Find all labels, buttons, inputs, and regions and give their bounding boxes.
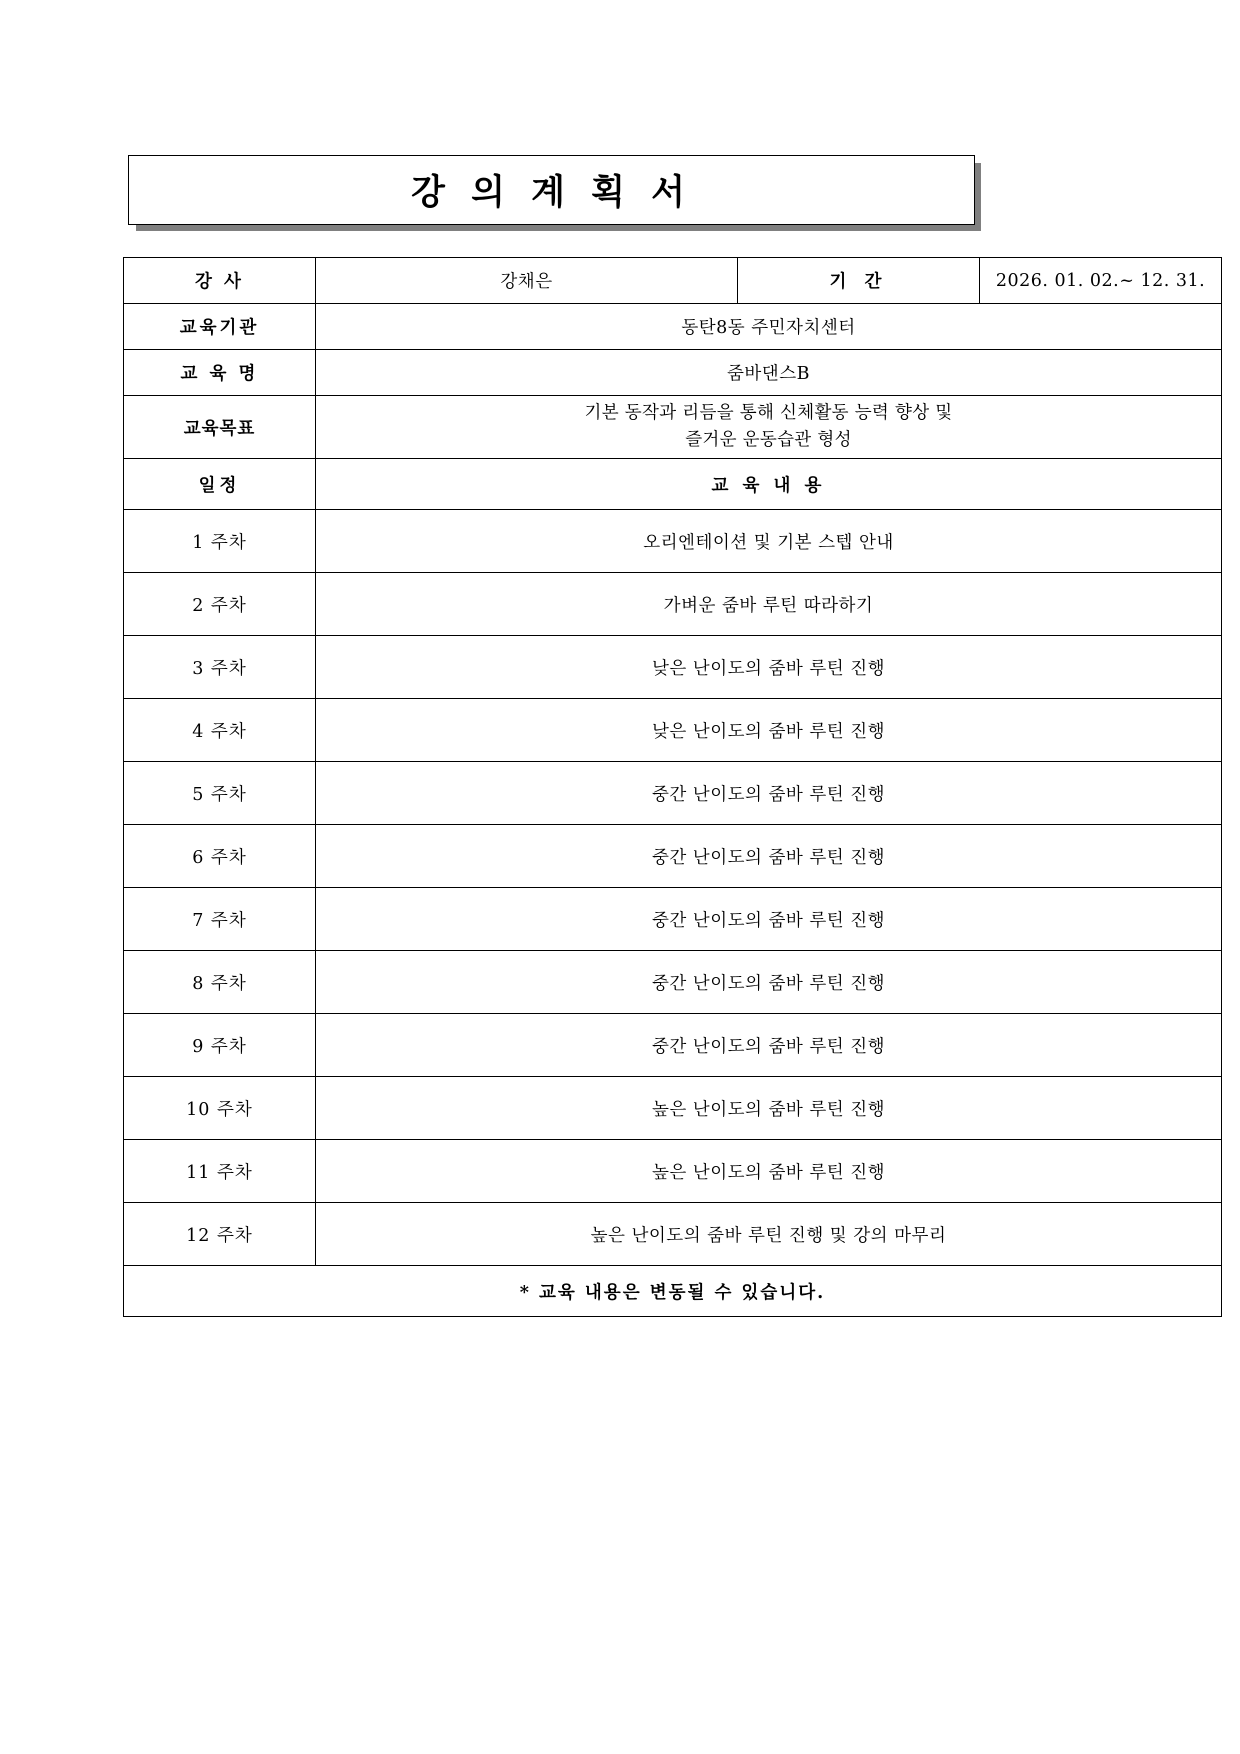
table-row	[124, 1203, 1222, 1266]
header-content: 교 육 내 용	[316, 459, 1222, 510]
document-title-block	[128, 155, 973, 223]
table-row	[124, 825, 1222, 888]
week-content: 높은 난이도의 줌바 루틴 진행 및 강의 마무리	[316, 1203, 1222, 1266]
table-row-instructor	[124, 258, 1222, 304]
week-label: 4 주차	[124, 699, 316, 762]
page-title: 강 의 계 획 서	[411, 172, 692, 213]
table-body	[124, 258, 1222, 1317]
course-value: 줌바댄스B	[316, 350, 1222, 396]
week-label: 1 주차	[124, 510, 316, 573]
header-schedule: 일정	[124, 459, 316, 510]
week-label: 10 주차	[124, 1077, 316, 1140]
period-label: 기 간	[738, 258, 980, 304]
week-content: 낮은 난이도의 줌바 루틴 진행	[316, 636, 1222, 699]
week-content: 높은 난이도의 줌바 루틴 진행	[316, 1077, 1222, 1140]
table-header-row	[124, 459, 1222, 510]
organization-value: 동탄8동 주민자치센터	[316, 304, 1222, 350]
goal-label: 교육목표	[124, 396, 316, 459]
period-value: 2026. 01. 02.~ 12. 31.	[980, 258, 1222, 304]
week-label: 3 주차	[124, 636, 316, 699]
week-content: 높은 난이도의 줌바 루틴 진행	[316, 1140, 1222, 1203]
week-content: 중간 난이도의 줌바 루틴 진행	[316, 888, 1222, 951]
week-content: 가벼운 줌바 루틴 따라하기	[316, 573, 1222, 636]
table-row-organization	[124, 304, 1222, 350]
week-content: 낮은 난이도의 줌바 루틴 진행	[316, 699, 1222, 762]
table-row	[124, 1014, 1222, 1077]
week-content: 중간 난이도의 줌바 루틴 진행	[316, 762, 1222, 825]
week-label: 2 주차	[124, 573, 316, 636]
table-row	[124, 573, 1222, 636]
table-row	[124, 762, 1222, 825]
week-label: 9 주차	[124, 1014, 316, 1077]
organization-label: 교육기관	[124, 304, 316, 350]
week-content: 중간 난이도의 줌바 루틴 진행	[316, 951, 1222, 1014]
table-row	[124, 951, 1222, 1014]
goal-line-2: 즐거운 운동습관 형성	[685, 430, 852, 450]
table-row	[124, 1140, 1222, 1203]
week-content: 오리엔테이션 및 기본 스텝 안내	[316, 510, 1222, 573]
week-content: 중간 난이도의 줌바 루틴 진행	[316, 1014, 1222, 1077]
instructor-label: 강 사	[124, 258, 316, 304]
table-row	[124, 1077, 1222, 1140]
week-label: 7 주차	[124, 888, 316, 951]
table-row-course	[124, 350, 1222, 396]
goal-line-1: 기본 동작과 리듬을 통해 신체활동 능력 향상 및	[584, 402, 953, 423]
lesson-plan-table	[123, 257, 1222, 1317]
course-label: 교 육 명	[124, 350, 316, 396]
table-row	[124, 510, 1222, 573]
table-row-note	[124, 1266, 1222, 1317]
week-label: 8 주차	[124, 951, 316, 1014]
week-label: 11 주차	[124, 1140, 316, 1203]
week-label: 12 주차	[124, 1203, 316, 1266]
note-text: * 교육 내용은 변동될 수 있습니다.	[124, 1266, 1222, 1317]
week-label: 6 주차	[124, 825, 316, 888]
week-label: 5 주차	[124, 762, 316, 825]
title-box	[128, 155, 975, 225]
week-content: 중간 난이도의 줌바 루틴 진행	[316, 825, 1222, 888]
table-row-goal	[124, 396, 1222, 459]
table-row	[124, 888, 1222, 951]
instructor-value: 강채은	[316, 258, 738, 304]
table-row	[124, 636, 1222, 699]
goal-value	[316, 396, 1222, 459]
table-row	[124, 699, 1222, 762]
